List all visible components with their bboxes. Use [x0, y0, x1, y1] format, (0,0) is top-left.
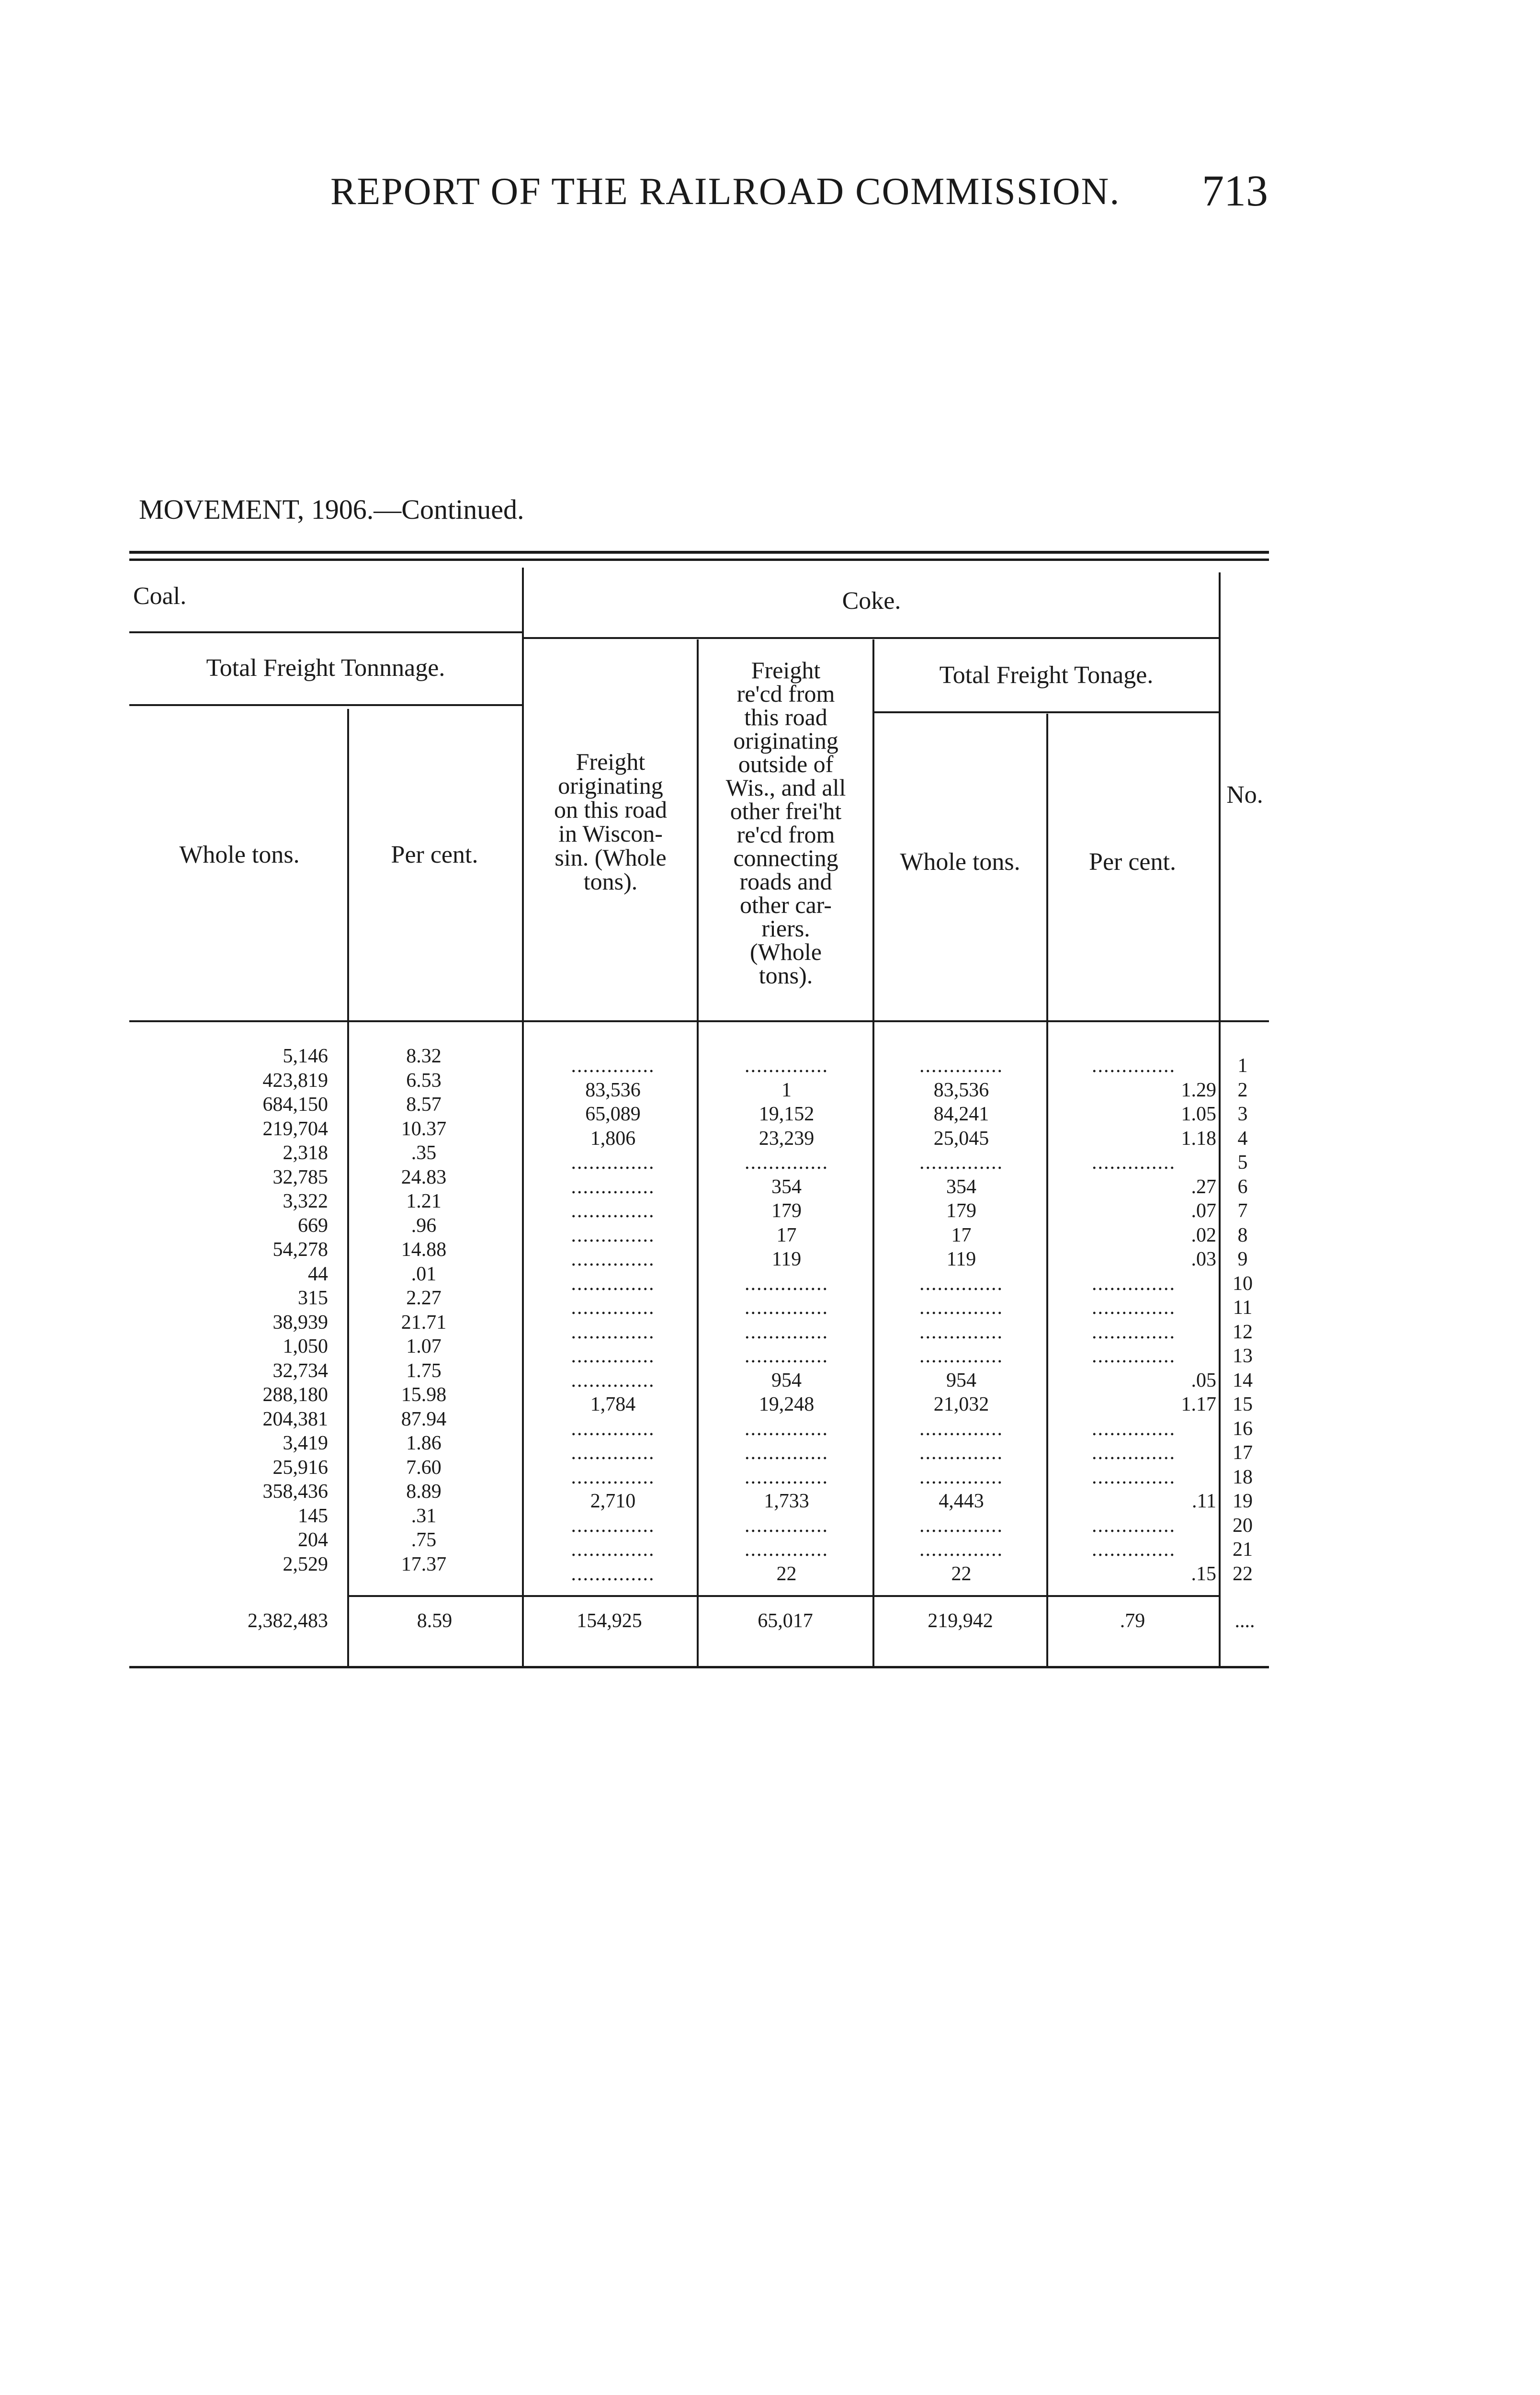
table-cell: 1.29 — [1181, 1079, 1216, 1101]
table-cell: 1.86 — [406, 1432, 442, 1454]
coke-group-rule — [522, 637, 1219, 639]
table-cell: 17.37 — [401, 1553, 447, 1575]
table-cell: 21.71 — [401, 1311, 447, 1334]
table-cell: 32,785 — [272, 1166, 328, 1188]
coal-total-rule — [129, 704, 522, 706]
table-cell: .02 — [1191, 1224, 1216, 1246]
table-cell: 119 — [771, 1248, 802, 1270]
table-cell: 3,322 — [283, 1190, 328, 1212]
leader-dots: .............. — [745, 1514, 828, 1537]
col-divider — [1219, 572, 1221, 1667]
leader-dots: .............. — [745, 1345, 828, 1367]
totals-top-rule — [347, 1595, 1219, 1597]
table-cell: 1 — [781, 1079, 792, 1101]
table-cell: 354 — [771, 1175, 802, 1198]
table-cell: 14.88 — [401, 1239, 447, 1261]
page-header-title: REPORT OF THE RAILROAD COMMISSION. — [330, 171, 1121, 213]
leader-dots: .............. — [919, 1297, 1003, 1319]
total-coke-received: 65,017 — [758, 1610, 813, 1632]
table-cell: 1,733 — [764, 1490, 809, 1512]
col-header-coke-received: Freight re'cd from this road originating outside of Wis., and all other frei'ht re'cd from connecting roads and other car- riers. (Whole tons). — [725, 657, 846, 989]
leader-dots: .............. — [571, 1297, 655, 1319]
table-cell: 25,045 — [933, 1127, 989, 1150]
leader-dots: .............. — [919, 1272, 1003, 1295]
table-cell: 8 — [1237, 1224, 1248, 1246]
table-cell: .35 — [411, 1142, 437, 1164]
table-cell: 10 — [1233, 1272, 1253, 1295]
table-cell: 219,704 — [262, 1118, 328, 1140]
table-cell: .03 — [1191, 1248, 1216, 1270]
leader-dots: .............. — [571, 1175, 655, 1198]
table-cell: 1.75 — [406, 1359, 442, 1382]
leader-dots: .............. — [1092, 1539, 1176, 1561]
table-cell: 22 — [776, 1562, 797, 1585]
leader-dots: .............. — [919, 1539, 1003, 1561]
table-cell: 83,536 — [585, 1079, 641, 1101]
table-cell: 21,032 — [933, 1393, 989, 1415]
table-cell: 13 — [1233, 1345, 1253, 1367]
table-cell: 315 — [298, 1287, 328, 1309]
table-cell: 23,239 — [759, 1127, 815, 1150]
leader-dots: .............. — [745, 1321, 828, 1343]
leader-dots: .............. — [571, 1562, 655, 1585]
table-cell: 7 — [1237, 1200, 1248, 1222]
column-coal-percent — [352, 1044, 496, 1576]
table-cell: 684,150 — [262, 1094, 328, 1116]
leader-dots: .............. — [745, 1152, 828, 1174]
table-cell: .05 — [1191, 1369, 1216, 1391]
table-cell: 7.60 — [406, 1456, 442, 1479]
total-coke-originating: 154,925 — [577, 1610, 642, 1632]
leader-dots: .............. — [745, 1272, 828, 1295]
table-cell: 1.17 — [1181, 1393, 1216, 1415]
leader-dots: .............. — [1092, 1055, 1176, 1077]
leader-dots: .............. — [571, 1152, 655, 1174]
table-cell: 15.98 — [401, 1384, 447, 1406]
table-cell: 65,089 — [585, 1103, 641, 1125]
table-cell: 1.07 — [406, 1335, 442, 1357]
col-header-no: No. — [1226, 781, 1263, 809]
col-header-coke-whole: Whole tons. — [900, 848, 1020, 876]
leader-dots: .............. — [571, 1466, 655, 1488]
table-cell: 3 — [1237, 1103, 1248, 1125]
table-cell: 3,419 — [283, 1432, 328, 1454]
leader-dots: .............. — [1092, 1272, 1176, 1295]
leader-dots: .............. — [745, 1417, 828, 1440]
table-cell: 83,536 — [933, 1079, 989, 1101]
table-caption: MOVEMENT, 1906.—Continued. — [139, 494, 524, 525]
table-cell: 1 — [1237, 1055, 1248, 1077]
table-cell: 25,916 — [272, 1456, 328, 1479]
leader-dots: .............. — [1092, 1417, 1176, 1440]
table-cell: 2.27 — [406, 1287, 442, 1309]
table-cell: 5,146 — [283, 1045, 328, 1067]
leader-dots: .............. — [571, 1321, 655, 1343]
leader-dots: .............. — [919, 1321, 1003, 1343]
column-row-number — [1223, 1054, 1262, 1586]
total-coal-percent: 8.59 — [417, 1610, 453, 1632]
table-cell: 20 — [1233, 1514, 1253, 1537]
table-cell: 1,806 — [590, 1127, 636, 1150]
col-divider — [347, 709, 349, 1667]
table-cell: 8.57 — [406, 1094, 442, 1116]
table-cell: .15 — [1191, 1562, 1216, 1585]
leader-dots: .............. — [745, 1539, 828, 1561]
table-cell: 1,050 — [283, 1335, 328, 1357]
table-cell: 15 — [1233, 1393, 1253, 1415]
leader-dots: .............. — [571, 1369, 655, 1391]
column-coke-received — [704, 1054, 869, 1586]
subgroup-header-coke-total: Total Freight Tonage. — [939, 661, 1154, 689]
leader-dots: .............. — [919, 1055, 1003, 1077]
table-cell: .01 — [411, 1263, 437, 1285]
table-cell: 19,248 — [759, 1393, 815, 1415]
leader-dots: .............. — [571, 1345, 655, 1367]
leader-dots: .............. — [919, 1345, 1003, 1367]
table-cell: 1.21 — [406, 1190, 442, 1212]
col-divider — [1046, 714, 1048, 1667]
col-header-coal-percent: Per cent. — [391, 841, 478, 868]
table-cell: 17 — [776, 1224, 797, 1246]
table-cell: .11 — [1192, 1490, 1216, 1512]
leader-dots: .............. — [919, 1466, 1003, 1488]
leader-dots: .............. — [571, 1417, 655, 1440]
leader-dots: .............. — [745, 1466, 828, 1488]
table-cell: .07 — [1191, 1200, 1216, 1222]
subgroup-header-coal-total: Total Freight Tonnnage. — [206, 654, 445, 682]
leader-dots: .............. — [1092, 1321, 1176, 1343]
table-cell: 17 — [1233, 1442, 1253, 1464]
table-cell: 5 — [1237, 1152, 1248, 1174]
table-cell: 423,819 — [262, 1069, 328, 1092]
table-cell: 119 — [946, 1248, 976, 1270]
table-cell: 9 — [1237, 1248, 1248, 1270]
leader-dots: .............. — [1092, 1442, 1176, 1464]
coal-group-rule — [129, 631, 522, 633]
leader-dots: .............. — [571, 1248, 655, 1270]
table-cell: 8.89 — [406, 1481, 442, 1503]
leader-dots: .............. — [1092, 1514, 1176, 1537]
total-coke-whole: 219,942 — [928, 1610, 993, 1632]
table-cell: .27 — [1191, 1175, 1216, 1198]
table-cell: .96 — [411, 1214, 437, 1237]
col-header-coke-originating: Freight originating on this road in Wiscon- sin. (Whole tons). — [554, 748, 668, 895]
table-cell: 54,278 — [272, 1239, 328, 1261]
table-cell: 2,318 — [283, 1142, 328, 1164]
top-rule-inner — [129, 559, 1269, 561]
column-coal-whole-tons — [139, 1044, 328, 1576]
table-cell: 19 — [1233, 1490, 1253, 1512]
top-rule — [129, 551, 1269, 554]
table-cell: 8.32 — [406, 1045, 442, 1067]
leader-dots: .............. — [571, 1224, 655, 1246]
table-cell: 288,180 — [262, 1384, 328, 1406]
table-cell: 179 — [946, 1200, 976, 1222]
table-cell: 6 — [1237, 1175, 1248, 1198]
group-header-coke: Coke. — [842, 587, 901, 615]
table-cell: 2 — [1237, 1079, 1248, 1101]
total-row-number: .... — [1234, 1610, 1255, 1632]
col-divider — [697, 639, 699, 1667]
table-cell: 21 — [1233, 1539, 1253, 1561]
leader-dots: .............. — [571, 1200, 655, 1222]
leader-dots: .............. — [745, 1297, 828, 1319]
table-cell: 4 — [1237, 1127, 1248, 1150]
table-cell: 22 — [951, 1562, 972, 1585]
col-divider — [872, 639, 874, 1667]
leader-dots: .............. — [571, 1055, 655, 1077]
table-cell: 4,443 — [939, 1490, 984, 1512]
col-divider — [522, 568, 524, 1667]
bottom-rule — [129, 1666, 1269, 1668]
table-cell: 84,241 — [933, 1103, 989, 1125]
table-cell: .75 — [411, 1529, 437, 1551]
table-cell: 1,784 — [590, 1393, 636, 1415]
table-cell: 1.05 — [1181, 1103, 1216, 1125]
table-cell: 954 — [771, 1369, 802, 1391]
table-cell: 669 — [298, 1214, 328, 1237]
total-coke-percent: .79 — [1120, 1610, 1145, 1632]
table-cell: 204 — [298, 1529, 328, 1551]
leader-dots: .............. — [745, 1442, 828, 1464]
table-cell: 358,436 — [262, 1481, 328, 1503]
leader-dots: .............. — [571, 1514, 655, 1537]
header-bottom-rule — [129, 1020, 1269, 1022]
column-coke-percent — [1051, 1054, 1216, 1586]
col-header-coke-percent: Per cent. — [1089, 848, 1176, 876]
table-cell: 18 — [1233, 1466, 1253, 1488]
table-cell: 38,939 — [272, 1311, 328, 1334]
table-cell: 16 — [1233, 1417, 1253, 1440]
leader-dots: .............. — [1092, 1152, 1176, 1174]
leader-dots: .............. — [919, 1442, 1003, 1464]
col-header-coal-whole: Whole tons. — [179, 841, 300, 868]
leader-dots: .............. — [1092, 1345, 1176, 1367]
leader-dots: .............. — [571, 1442, 655, 1464]
table-cell: 44 — [308, 1263, 328, 1285]
leader-dots: .............. — [919, 1152, 1003, 1174]
table-cell: 32,734 — [272, 1359, 328, 1382]
table-cell: 1.18 — [1181, 1127, 1216, 1150]
table-cell: 17 — [951, 1224, 972, 1246]
column-coke-whole-tons — [879, 1054, 1044, 1586]
leader-dots: .............. — [1092, 1466, 1176, 1488]
total-coal-whole: 2,382,483 — [248, 1610, 328, 1632]
table-cell: 87.94 — [401, 1408, 447, 1430]
table-cell: 24.83 — [401, 1166, 447, 1188]
table-cell: 2,710 — [590, 1490, 636, 1512]
table-cell: 14 — [1233, 1369, 1253, 1391]
table-cell: 204,381 — [262, 1408, 328, 1430]
table-cell: 11 — [1233, 1297, 1253, 1319]
coke-total-rule — [872, 711, 1219, 713]
table-cell: 179 — [771, 1200, 802, 1222]
table-cell: 10.37 — [401, 1118, 447, 1140]
leader-dots: .............. — [745, 1055, 828, 1077]
table-cell: 22 — [1233, 1562, 1253, 1585]
table-cell: 354 — [946, 1175, 976, 1198]
table-cell: 12 — [1233, 1321, 1253, 1343]
table-cell: 6.53 — [406, 1069, 442, 1092]
group-header-coal: Coal. — [133, 582, 187, 610]
leader-dots: .............. — [1092, 1297, 1176, 1319]
table-cell: 954 — [946, 1369, 976, 1391]
table-cell: .31 — [411, 1505, 437, 1527]
table-cell: 2,529 — [283, 1553, 328, 1575]
leader-dots: .............. — [919, 1417, 1003, 1440]
table-cell: 145 — [298, 1505, 328, 1527]
column-coke-originating — [532, 1054, 694, 1586]
leader-dots: .............. — [919, 1514, 1003, 1537]
leader-dots: .............. — [571, 1272, 655, 1295]
table-cell: 19,152 — [759, 1103, 815, 1125]
page-number: 713 — [1202, 166, 1268, 215]
leader-dots: .............. — [571, 1539, 655, 1561]
